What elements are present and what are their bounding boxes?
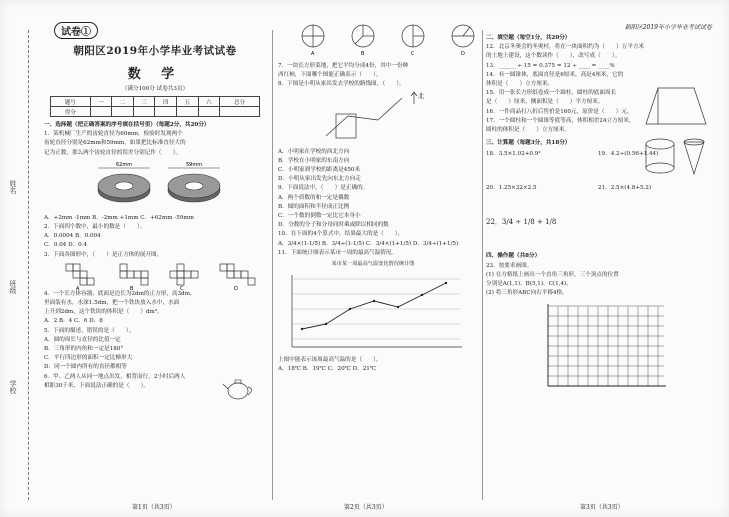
side-label-name: 姓名 <box>9 180 17 194</box>
calc-item: 22．3/4 ÷ 1/8 + 1/8 <box>486 218 557 227</box>
question-option: B．学校在小明家的东南方向 <box>278 157 350 164</box>
question-text: 16．一件商品打八折后售价是160元，原价是（ ）元。 <box>486 108 633 115</box>
net-label-b: B <box>130 285 134 290</box>
question-text: 9．下面说法中，（ ）是正确的。 <box>278 185 369 192</box>
question-text: 相距30千米，下面说法正确的是（ ）。 <box>44 382 150 389</box>
question-text: (1) 在方格纸上画出一个直角三角形，三个顶点的位置 <box>486 271 619 278</box>
question-option: D．小明从家出发先向东北方向走 <box>278 176 361 183</box>
gear-b-label: 59mm <box>186 161 203 168</box>
side-label-school: 学校 <box>9 380 17 394</box>
score-header: 二 <box>112 97 134 107</box>
question-options: A．2 B．4 C．6 D．8 <box>44 318 103 325</box>
question-text: 8．下图是小明从家出发去学校的路线图，（ ）。 <box>278 81 405 88</box>
line-chart <box>278 269 468 355</box>
pie-label-c: C <box>411 51 415 56</box>
question-text: 23．按要求画图。 <box>486 262 533 269</box>
pie-label-d: D <box>461 51 465 56</box>
question-text: 上图中能表示该周最高气温的是（ ）。 <box>278 357 382 364</box>
score-cell[interactable] <box>177 107 199 117</box>
section-heading: 一、选择题（把正确答案的序号填在括号里）（每题2分，共20分） <box>44 122 210 128</box>
running-header: 朝阳区2019年小学毕业考试试卷 <box>624 24 712 31</box>
question-text: 体积是（ ）立方厘米。 <box>486 81 554 88</box>
calc-item: 18．3.5×1.02+0.9² <box>486 151 541 158</box>
route-map-image <box>318 90 428 148</box>
section-heading: 二、填空题（每空1分，共20分） <box>486 35 571 41</box>
question-text: 13．______ ÷ 15 = 0.375 = 12 ÷ ____ = ____% <box>486 62 615 69</box>
page-footer: 第1页（共3页） <box>132 504 176 511</box>
score-cell[interactable] <box>133 107 155 117</box>
column-1 <box>44 22 266 391</box>
pie-label-b: B <box>361 51 365 56</box>
question-text: 是（ ）厘米，侧面积是（ ）平方厘米。 <box>486 99 604 106</box>
net-label-d: D <box>234 285 238 290</box>
question-option: C．一个数的倒数一定比它本身小 <box>278 213 361 220</box>
score-header: 四 <box>155 97 177 107</box>
question-text: 14．有一圆锥体，底面直径是6厘米，高是4厘米，它的 <box>486 71 624 78</box>
column-divider <box>482 30 483 500</box>
question-text: 里面装有水，水深1.5dm，把一个铁块放入水中，水面 <box>44 300 180 307</box>
question-text: 分别是A(1,1)、B(5,1)、C(1,4)。 <box>486 281 572 288</box>
section-heading: 三、计算题（每题3分，共18分） <box>486 140 571 147</box>
net-label-a: A <box>76 285 80 290</box>
gears-image <box>94 160 244 212</box>
column-divider <box>272 30 273 500</box>
subject-title: 数 学 <box>127 67 183 82</box>
exam-note: （满分100分 试卷共3页） <box>121 86 189 92</box>
question-text: 12．北京冬奥会的冬奥村，将在一块面积约为（ ）万平方米 <box>486 44 645 51</box>
question-text: 11．下面统计图表示某市一周的最高气温情况。 <box>278 249 397 256</box>
pie-label-a: A <box>311 51 315 56</box>
question-options: C．0.04 D．0.4 <box>44 242 88 249</box>
question-text: 上升到2dm，这个铁块的体积是（ ）dm³。 <box>44 309 163 316</box>
question-text: 圆柱的体积是（ ）立方厘米。 <box>486 127 570 134</box>
question-options: A．0.0004 B．0.004 <box>44 233 101 240</box>
question-option: D．同一个圆内所有的直径都相等 <box>44 364 127 371</box>
question-text: 6．甲、乙两人从同一地点出发，相背而行，2小时后两人 <box>44 373 186 380</box>
gear-figure <box>94 160 266 212</box>
paper-badge: 试卷① <box>54 22 98 39</box>
pie-options-image <box>298 22 478 56</box>
score-cell[interactable] <box>90 107 112 117</box>
question-text: 的土地上建设，这个数读作（ ），改写成（ ）。 <box>486 53 621 60</box>
column-2 <box>278 22 478 374</box>
score-header: 题号 <box>51 97 91 107</box>
score-header: 一 <box>90 97 112 107</box>
chart-title: 某市某一周最高气温变化情况统计图 <box>331 261 415 268</box>
question-options: A．3/4×(1-1/5) B．3/4÷(1-1/5) C．3/4×(1+1/5) D．3/4÷(1+1/5) <box>278 240 459 247</box>
question-option: C．平行四边形的面积一定比梯形大 <box>44 355 133 362</box>
question-text: (2) 将三角形ABC向右平移4格。 <box>486 290 568 297</box>
binding-line <box>28 30 29 500</box>
pie-options-figure <box>298 22 478 56</box>
cube-nets-figure <box>62 262 266 290</box>
question-option: B．圆的面积和半径成正比例 <box>278 203 350 210</box>
cube-nets-image <box>62 262 262 290</box>
question-options: A．18℃ B．19℃ C．20℃ D．21℃ <box>278 366 377 373</box>
calc-item: 21．2.5×(4.8+5.2) <box>598 185 652 192</box>
score-header: 六 <box>198 97 220 107</box>
question-text: 1．某机械厂生产的齿轮直径为60mm，检验时发现两个 <box>44 131 183 138</box>
question-text: 17．一个圆柱和一个圆锥等底等高，体积相差24立方厘米， <box>486 117 635 124</box>
grid-paper[interactable] <box>542 302 670 394</box>
score-cell[interactable] <box>112 107 134 117</box>
score-row-label: 得分 <box>51 107 91 117</box>
question-text: 记为正数，那么两个齿轮直径的误差分别记作（ ）。 <box>44 149 182 156</box>
score-cell[interactable] <box>198 107 220 117</box>
calc-item: 19．4.2÷(0.56+1.44) <box>598 151 659 158</box>
score-header: 三 <box>133 97 155 107</box>
question-option: A．两个质数的和一定是偶数 <box>278 194 350 201</box>
question-text: 10．在下面的4个算式中，结果最大的是（ ）。 <box>278 231 404 238</box>
page-footer: 第3页（共3页） <box>580 504 624 511</box>
score-cell[interactable] <box>155 107 177 117</box>
question-option: B．三角形的内角和一定是180° <box>44 346 124 353</box>
question-option: A．小明家在学校的西北方向 <box>278 148 350 155</box>
teapot-image <box>222 374 258 402</box>
question-text: 西红柿，下面哪个图能正确表示（ ）。 <box>278 72 382 79</box>
net-label-c: C <box>180 285 184 290</box>
column-3 <box>486 22 718 394</box>
question-option: A．圆的周长与直径的比值一定 <box>44 336 121 343</box>
question-option: D．分数的分子和分母同时乘或除以相同的数 <box>278 222 389 229</box>
question-text: 2．下面四个数中，最小的数是（ ）。 <box>44 224 146 231</box>
question-options: A．+2mm -1mm B．-2mm +1mm C．+62mm -59mm <box>44 214 194 221</box>
question-text: 5．下面的描述，错误的是（ ）。 <box>44 327 135 334</box>
score-cell[interactable] <box>220 107 260 117</box>
calc-item: 20．1.25×32×2.5 <box>486 185 537 192</box>
question-text: 4．一个长方体容器，底面是边长为2dm的正方形，高3dm， <box>44 290 196 297</box>
calculation-block <box>486 148 718 244</box>
side-label-class: 班级 <box>9 280 17 294</box>
question-text: 齿轮直径分别是62mm和59mm，如果把比标准直径大的 <box>44 140 186 147</box>
question-option: C．小明家到学校的距离是450米 <box>278 167 361 174</box>
page-footer: 第2页（共3页） <box>344 504 388 511</box>
score-header: 总分 <box>220 97 260 107</box>
score-table <box>50 96 260 117</box>
question-text: 3．下面各图形中，（ ）是正方体的展开图。 <box>44 251 163 258</box>
question-text: 15．用一张长方形纸卷成一个圆柱，圆柱的底面周长 <box>486 90 617 97</box>
question-text: 7．一块长方形菜地，把它平均分成4份，其中一份种 <box>278 63 409 69</box>
north-label: 北 <box>418 92 425 100</box>
temperature-chart <box>278 260 468 356</box>
exam-title: 朝阳区2019年小学毕业考试试卷 <box>73 45 237 57</box>
gear-a-label: 62mm <box>116 161 133 168</box>
score-header: 五 <box>177 97 199 107</box>
section-heading: 四、操作题（共8分） <box>486 253 541 260</box>
